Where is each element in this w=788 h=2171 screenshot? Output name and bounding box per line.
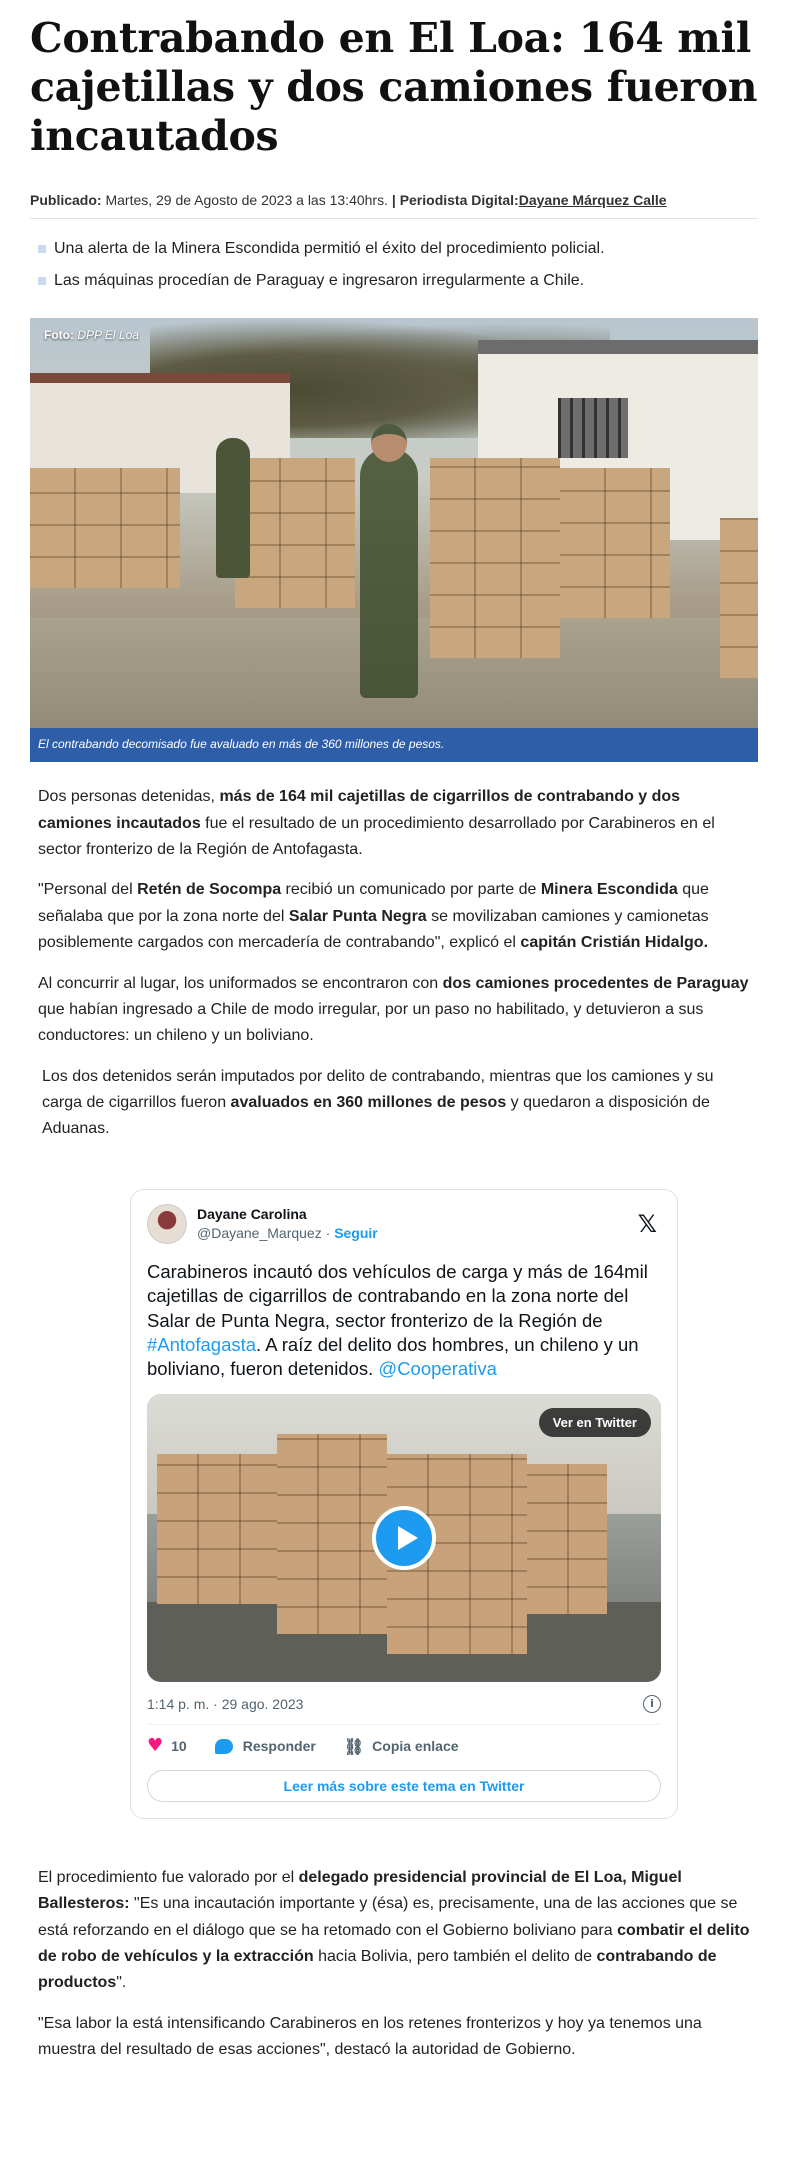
bold-run: combatir el delito de robo de vehículos y la extracción [38, 1921, 750, 1966]
video-boxes [157, 1454, 277, 1604]
reply-button[interactable] [215, 1738, 316, 1754]
handle-dot: · [321, 1225, 335, 1242]
embedded-tweet [130, 1189, 678, 1819]
photo-officer-head [371, 424, 407, 462]
article-headline: Contrabando en El Loa: 164 mil cajetillas y dos camiones fueron incautados [30, 14, 758, 161]
x-logo-icon[interactable]: 𝕏 [637, 1209, 657, 1238]
journalist-label: Periodista Digital: [399, 191, 519, 208]
byline [30, 192, 758, 219]
journalist-link[interactable]: Dayane Márquez Calle [518, 191, 667, 208]
tweet-handle-line [197, 1225, 378, 1241]
text-run: y quedaron a disposición de Aduanas. [42, 1094, 710, 1138]
bold-run: dos camiones procedentes de Paraguay [442, 974, 749, 992]
play-icon[interactable] [372, 1506, 436, 1570]
avatar[interactable] [147, 1204, 187, 1244]
photo-caption: El contrabando decomisado fue avaluado en más de 360 millones de pesos. [30, 728, 758, 762]
text-run: "Personal del [38, 881, 138, 899]
text-run: ". [116, 1974, 127, 1992]
byline-separator: | [391, 191, 400, 208]
tweet-video[interactable] [147, 1394, 661, 1682]
heart-icon: ♥ [147, 1735, 164, 1757]
bold-run: capitán Cristián Hidalgo. [520, 934, 709, 952]
summary-bullets [30, 239, 758, 293]
bold-run: Salar Punta Negra [288, 907, 427, 925]
paragraph [38, 971, 750, 1050]
text-run: Dos personas detenidas, [38, 788, 220, 806]
paragraph [38, 2011, 750, 2064]
tweet-author [197, 1206, 378, 1241]
photo-boxes [560, 468, 670, 618]
bold-run: Minera Escondida [540, 881, 678, 899]
like-button[interactable] [147, 1737, 187, 1755]
info-icon[interactable]: i [643, 1695, 661, 1713]
read-more-button[interactable]: Leer más sobre este tema en Twitter [147, 1770, 661, 1802]
article-body [30, 784, 758, 1143]
photo-boxes [235, 458, 355, 608]
reply-label: Responder [242, 1738, 316, 1755]
photo-person-background [216, 438, 250, 578]
tweet-text-run: . A raíz del delito dos hombres, un chileno y un boliviano, fueron detenidos. [147, 1334, 639, 1380]
text-run: que habían ingresado a Chile de modo irregular, por un paso no habilitado, y detuvieron a sus conductores: un chileno y un boliviano. [38, 1000, 704, 1045]
tweet-handle[interactable]: @Dayane_Marquez [197, 1225, 322, 1242]
tweet-timestamp-row [147, 1696, 661, 1712]
text-run: Al concurrir al lugar, los uniformados se encontraron con [38, 974, 443, 992]
text-run: Los dos detenidos serán imputados por delito de contrabando, mientras que los camiones y su carga de cigarrillos fueron [42, 1067, 714, 1112]
view-on-twitter-button[interactable]: Ver en Twitter [539, 1408, 651, 1437]
lead-figure [30, 318, 758, 762]
text-run: hacia Bolivia, pero también el delito de [313, 1948, 597, 1966]
mention-link[interactable]: @Cooperativa [378, 1358, 497, 1380]
text-run: El procedimiento fue valorado por el [38, 1868, 299, 1886]
copy-link-label: Copia enlace [372, 1738, 459, 1755]
summary-bullet [30, 271, 758, 292]
bold-run: Retén de Socompa [137, 881, 282, 899]
text-run: recibió un comunicado por parte de [281, 881, 541, 899]
summary-bullet-text: Las máquinas procedían de Paraguay e ingresaron irregularmente a Chile. [54, 272, 585, 290]
hashtag-link[interactable]: #Antofagasta [147, 1334, 257, 1356]
photo-boxes [30, 468, 180, 588]
text-run: que señalaba que por la zona norte del [38, 881, 709, 925]
text-run: fue el resultado de un procedimiento desarrollado por Carabineros en el sector fronterizo de la Región de Antofagasta. [38, 814, 715, 858]
article-body-continued [30, 1865, 758, 2064]
tweet-actions [147, 1737, 661, 1756]
summary-bullet-text: Una alerta de la Minera Escondida permitió el éxito del procedimiento policial. [54, 239, 605, 257]
lead-photo[interactable] [30, 318, 758, 728]
paragraph [38, 1865, 750, 1997]
photo-credit-name: DPP El Loa [77, 328, 139, 343]
tweet-text [147, 1260, 661, 1382]
bullet-square-icon [38, 277, 46, 285]
bold-run: delegado presidencial provincial de El Loa, Miguel Ballesteros: [38, 1868, 682, 1913]
tweet-author-name[interactable]: Dayane Carolina [197, 1206, 307, 1223]
text-run: "Es una incautación importante y (ésa) es, precisamente, una de las acciones que se está reforzando en el diálogo que se ha retomado con el Gobierno boliviano para [38, 1895, 738, 1939]
tweet-text-run: Carabineros incautó dos vehículos de carga y más de 164mil cajetillas de cigarrillos de contrabando en la zona norte del Salar de Punta Negra, sector fronterizo de la Región de [147, 1260, 648, 1331]
tweet-divider [147, 1724, 661, 1725]
link-icon: ⛓ [343, 1736, 365, 1756]
follow-button[interactable]: Seguir [334, 1225, 378, 1242]
text-run: se movilizaban camiones y camionetas posiblemente cargados con mercadería de contrabando", explicó el [38, 907, 709, 952]
published-label: Publicado: [30, 191, 102, 208]
paragraph [38, 877, 750, 956]
paragraph [38, 784, 750, 863]
bullet-square-icon [38, 245, 46, 253]
video-boxes [277, 1434, 387, 1634]
summary-bullet [30, 239, 758, 260]
photo-window [558, 398, 628, 458]
photo-credit-label: Foto: [44, 328, 74, 343]
reply-bubble-icon [215, 1739, 233, 1754]
bold-run: más de 164 mil cajetillas de cigarrillos de contrabando y dos camiones incautados [38, 788, 681, 832]
photo-officer [360, 448, 418, 698]
bold-run: contrabando de productos [38, 1948, 717, 1992]
paragraph [38, 1064, 750, 1143]
like-count: 10 [171, 1738, 187, 1755]
photo-boxes [720, 518, 758, 678]
photo-credit [44, 328, 139, 342]
published-date: Martes, 29 de Agosto de 2023 a las 13:40hrs. [101, 191, 392, 208]
tweet-header [147, 1204, 661, 1244]
bold-run: avaluados en 360 millones de pesos [230, 1094, 507, 1112]
tweet-timestamp[interactable]: 1:14 p. m. · 29 ago. 2023 [147, 1695, 304, 1712]
video-boxes [527, 1464, 607, 1614]
copy-link-button[interactable] [344, 1737, 459, 1756]
photo-boxes [430, 458, 560, 658]
text-run: "Esa labor la está intensificando Carabineros en los retenes fronterizos y hoy ya tenemos una muestra del resultado de esas acciones", destacó la autoridad de Gobierno. [38, 2014, 702, 2059]
